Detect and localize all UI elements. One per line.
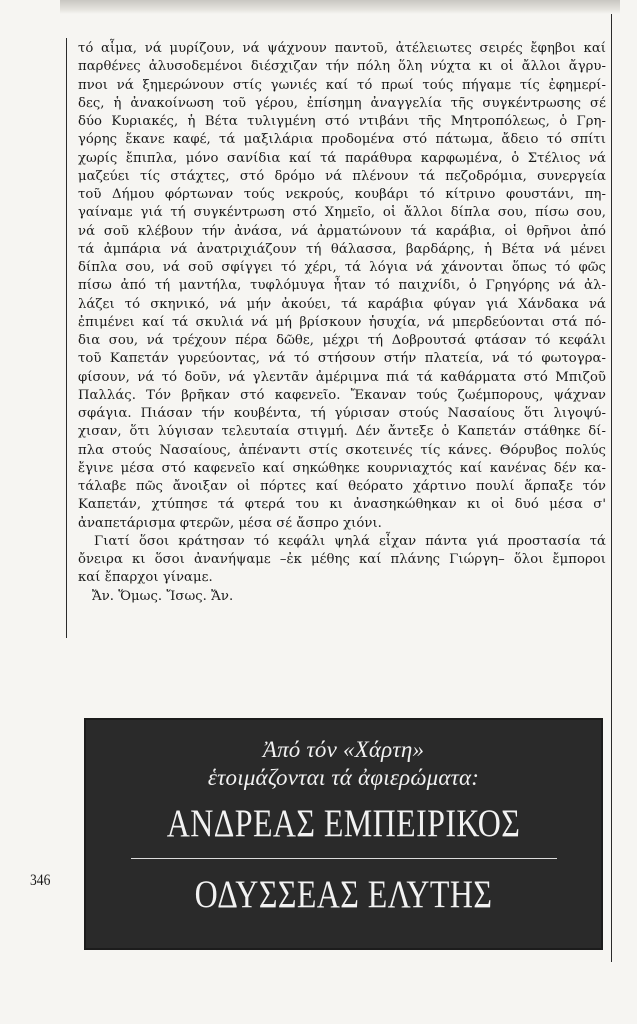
text-line: ἔγινε μέσα στό καφενεῖο καί σηκώθηκε κουρνιαχτός καί κανένας δέν κα- — [78, 460, 606, 476]
text-line: Καπετάν, χτύπησε τά φτερά του κι ἀνασηκώθηκαν κι οἱ δυό μέσα σ' — [78, 497, 606, 513]
text-line: Παλλάς. Τόν βρῆκαν στό καφενεῖο. Ἔκαναν τούς ζωέμπορους, ψάχναν — [78, 387, 606, 403]
page-number: 346 — [30, 872, 51, 889]
text-line: χισαν, ὅτι λύγισαν τελευταία στιγμή. Δέν ἄντεξε ὁ Καπετάν στάθηκε δί- — [78, 424, 606, 440]
text-line: τάλαβε πῶς ἄνοιξαν οἱ πόρτες καί θεόρατο χάρτινο πουλί ἅρπαξε τόν — [78, 479, 606, 494]
text-line: Γιατί ὅσοι κράτησαν τό κεφάλι ψηλά εἶχαν πάντα γιά προστασία τά — [94, 533, 606, 549]
announcement-name-1: ΑΝΔΡΕΑΣ ΕΜΠΕΙΡΙΚΟΣ — [166, 802, 521, 845]
announcement-subtitle: ἑτοιμάζονται τά ἀφιερώματα: — [207, 765, 480, 790]
text-line: δίπλα σου, νά σοῦ σφίγγει τό χέρι, τά λόγια νά χάνονται ὅπως τό φῶς — [78, 260, 606, 275]
text-line: πίσω ἀπό τή μαντήλα, τυφλόμυγα ἦταν τό παιχνίδι, ὁ Γρηγόρης νά ἀλ- — [78, 278, 606, 294]
body-text — [78, 40, 606, 606]
text-line: ἀναπετάρισμα φτερῶν, μέσα σέ ἄσπρο χιόνι. — [78, 515, 382, 531]
text-line: πλα στούς Νασαίους, ἀπέναντι στίς σκοτεινές τίς κάνες. Θόρυβος πολύς — [78, 442, 606, 458]
text-line: καί ἔπαρχοι γίναμε. — [78, 570, 213, 586]
text-line: πνοι νά ξημερώνουν στίς γωνιές καί τό πρωί τούς πήγαμε τίς ἐφημερί- — [78, 77, 606, 93]
text-line: παρθένες ἀλυσοδεμένοι διέσχιζαν τήν πόλη ὅλη νύχτα κι οἱ ἄλλοι ἄγρυ- — [78, 59, 606, 75]
right-column-rule — [611, 14, 612, 962]
text-line: ἐπιμένει καί τά σκυλιά νά μή βρίσκουν ἡσυχία, νά μπερδεύονται στά πό- — [78, 314, 606, 330]
text-line: τό αἷμα, νά μυρίζουν, νά ψάχνουν παντοῦ, ἀτέλειωτες σειρές ἔφηβοι καί — [78, 41, 606, 56]
scan-top-strip — [60, 0, 620, 14]
text-line: δύο Κυριακές, ἡ Βέτα τυλιγμένη στό ντιβάνι τῆς Μητροπόλεως, ὁ Γρη- — [78, 114, 606, 129]
text-line: φίσουν, νά τό δοῦν, νά γλεντᾶν ἀμέριμνα πιά τά καθάρματα στό Μπιζοῦ — [78, 369, 606, 385]
text-line: τοῦ Δήμου φόρτωναν τούς νεκρούς, κουβάρι τό κίτρινο φουστάνι, πη- — [78, 187, 606, 202]
text-line: ὄνειρα κι ὅσοι ἀνανήψαμε –ἐκ μέθης καί πλάνης Γιώργη– ὅλοι ἔμποροι — [78, 552, 606, 567]
closing-line: Ἄν. Ὅμως. Ἴσως. Ἄν. — [92, 588, 234, 604]
text-line: γαίναμε γιά τή συγκέντρωση στό Χημεῖο, οἱ ἄλλοι δίπλα σου, πίσω σου, — [78, 205, 606, 221]
text-line: σφάγια. Πιάσαν τήν κουβέντα, τή γύρισαν στούς Νασαίους ὅτι λιγοψύ- — [78, 406, 606, 421]
announcement-box — [84, 718, 603, 950]
text-line: τά ἀμπάρια νά ἀνατριχιάζουν τή θάλασσα, βαρδάρης, ἡ Βέτα νά μένει — [78, 241, 606, 257]
text-line: χωρίς ἔπιπλα, μόνο σανίδια καί τά παράθυρα καρφωμένα, ὁ Στέλιος νά — [78, 150, 606, 166]
left-column-rule — [66, 38, 67, 638]
text-line: δια σου, νά τρέχουν πέρα δῶθε, μέχρι τή Δοβρουτσά φτάσαν τό κεφάλι — [78, 333, 606, 348]
text-line: δες, ἡ ἀνακοίνωση τοῦ γέρου, ἐπίσημη ἀναγγελία τῆς συγκέντρωσης σέ — [78, 95, 606, 111]
announcement-intro: Ἀπό τόν «Χάρτη» — [262, 737, 425, 762]
announcement-divider — [131, 858, 557, 859]
text-line: νά σοῦ κλέβουν τήν ἀνάσα, νά ἀρματώνουν τά καράβια, οἱ θρῆνοι ἀπό — [78, 223, 606, 239]
text-line: μαζεύει τίς στάχτες, στό δρόμο νά πλένουν τά πεζοδρόμια, συνεργεία — [78, 168, 606, 184]
text-line: τοῦ Καπετάν γυρεύοντας, νά τό στήσουν στήν πλατεία, νά τό φωτογρα- — [78, 351, 606, 367]
text-line: λάζει τό σκηνικό, νά μήν ἀκούει, τά καράβια φύγαν γιά Χάνδακα νά — [78, 296, 606, 312]
text-line: γόρης ἔκανε καφέ, τά μαξιλάρια προδομένα στό πάτωμα, ἄδειο τό σπίτι — [78, 132, 606, 148]
announcement-name-2: ΟΔΥΣΣΕΑΣ ΕΛΥΤΗΣ — [194, 873, 493, 916]
